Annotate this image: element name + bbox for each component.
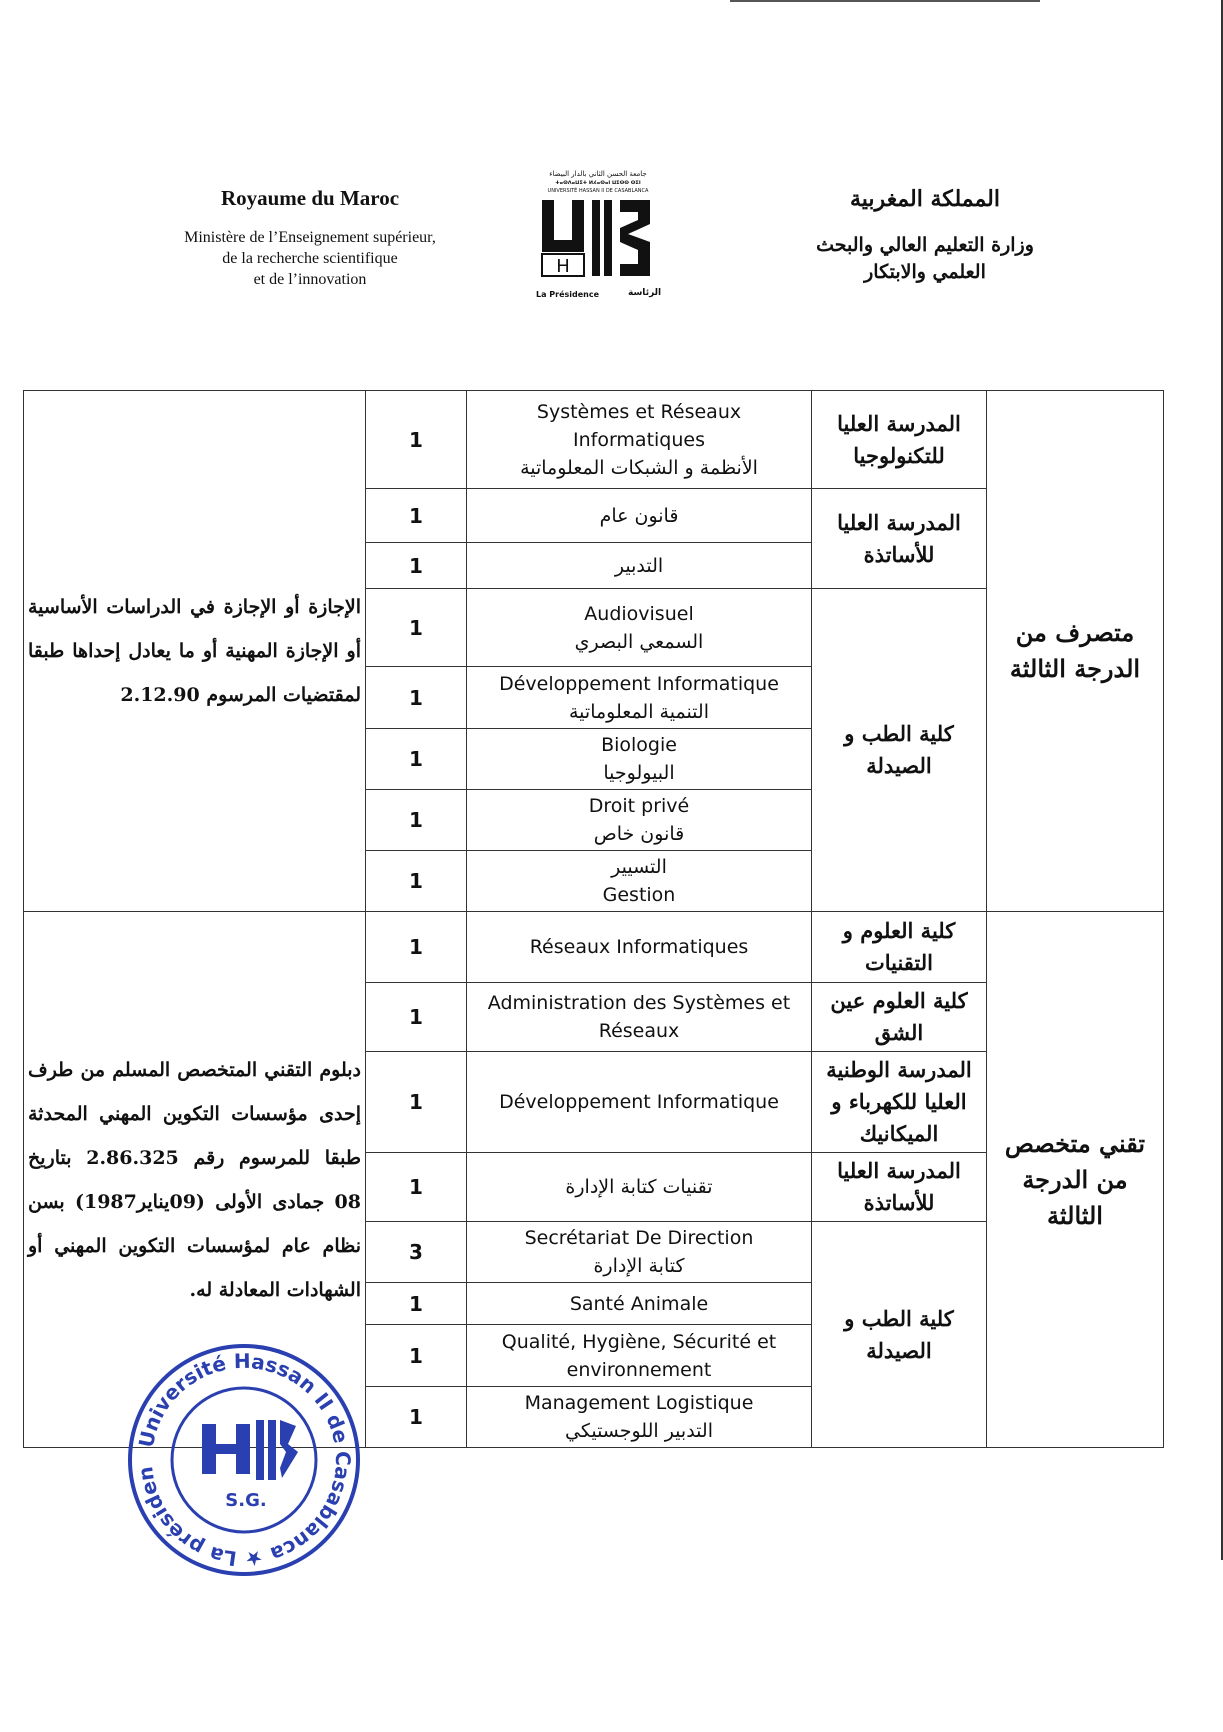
- logo-presidence-fr: La Présidence: [536, 290, 600, 299]
- institution-cell: المدرسة العليا للأساتذة: [812, 1153, 987, 1222]
- count-cell: 1: [366, 391, 467, 489]
- svg-text:H: H: [556, 256, 570, 277]
- top-rule: [730, 0, 1040, 2]
- specialty-ar: التدبير اللوجستيكي: [565, 1420, 713, 1442]
- count-cell: 1: [366, 983, 467, 1052]
- positions-table: [23, 390, 1164, 1448]
- count-cell: 1: [366, 1325, 467, 1387]
- specialty-cell: [467, 1283, 812, 1325]
- count-cell: 1: [366, 589, 467, 667]
- institution-cell: المدرسة العليا للأساتذة: [812, 489, 987, 589]
- specialty-cell: [467, 851, 812, 912]
- specialty-cell: [467, 391, 812, 489]
- count-cell: 1: [366, 851, 467, 912]
- specialty-fr: Santé Animale: [569, 1292, 709, 1315]
- count-cell: 1: [366, 543, 467, 589]
- specialty-ar: التنمية المعلوماتية: [569, 700, 709, 723]
- university-logo: [528, 170, 668, 306]
- fr-ministry-line-1: Ministère de l’Enseignement supérieur,: [184, 229, 436, 246]
- logo-tifinagh-name: ⵜⴰⵙⴷⴰⵡⵉⵜ ⵍⵃⴰⵙⴰⵏ ⵡⵉⵙⵙ ⵙⵉⵏ: [555, 180, 641, 186]
- specialty-fr: Systèmes et Réseaux Informatiques: [536, 400, 742, 451]
- condition-cell: الإجازة أو الإجازة في الدراسات الأساسية أو الإجازة المهنية أو ما يعادل إحداها طبقا لمقتضيات المرسوم 2.12.90: [24, 391, 366, 912]
- specialty-cell: [467, 1387, 812, 1448]
- specialty-cell: [467, 489, 812, 543]
- institution-cell: المدرسة الوطنية العليا للكهرباء و الميكانيك: [812, 1052, 987, 1153]
- count-cell: 1: [366, 1387, 467, 1448]
- fr-ministry-line-3: et de l’innovation: [253, 271, 367, 288]
- table-row: [24, 391, 1164, 489]
- ar-kingdom: المملكة المغربية: [850, 186, 1000, 212]
- specialty-cell: [467, 1325, 812, 1387]
- specialty-cell: [467, 1153, 812, 1222]
- specialty-fr: Développement Informatique: [499, 1091, 779, 1113]
- header-arabic: [780, 186, 1070, 286]
- specialty-ar: تقنيات كتابة الإدارة: [565, 1176, 713, 1198]
- header-french: [150, 186, 470, 290]
- count-cell: 1: [366, 489, 467, 543]
- fr-kingdom: Royaume du Maroc: [220, 186, 400, 210]
- count-cell: 3: [366, 1222, 467, 1283]
- count-cell: 1: [366, 1052, 467, 1153]
- count-cell: 1: [366, 729, 467, 790]
- grade-cell: تقني متخصص من الدرجة الثالثة: [987, 912, 1164, 1448]
- specialty-ar: قانون عام: [599, 504, 679, 527]
- specialty-ar: الأنظمة و الشبكات المعلوماتية: [520, 456, 758, 479]
- grade-cell: متصرف من الدرجة الثالثة: [987, 391, 1164, 912]
- logo-arabic-name: جامعة الحسن الثاني بالدار البيضاء: [549, 170, 647, 178]
- specialty-fr: Audiovisuel: [584, 602, 694, 625]
- specialty-ar: التدبير: [614, 554, 664, 577]
- specialty-fr: Gestion: [602, 884, 676, 906]
- specialty-cell: [467, 912, 812, 983]
- logo-presidence-ar: الرئاسة: [628, 288, 662, 298]
- ar-ministry-line-2: العلمي والابتكار: [864, 261, 986, 283]
- count-cell: 1: [366, 1283, 467, 1325]
- uh2c-emblem-icon: [538, 194, 658, 286]
- stamp-center-text: S.G.: [225, 1490, 267, 1511]
- specialty-fr: Développement Informatique: [499, 672, 779, 695]
- count-cell: 1: [366, 790, 467, 851]
- specialty-ar: السمعي البصري: [574, 630, 704, 653]
- institution-cell: كلية العلوم عين الشق: [812, 983, 987, 1052]
- specialty-fr: Secrétariat De Direction: [524, 1227, 754, 1249]
- ar-ministry-line-1: وزارة التعليم العالي والبحث: [816, 234, 1034, 256]
- condition-cell: دبلوم التقني المتخصص المسلم من طرف إحدى مؤسسات التكوين المهني المحدثة طبقا للمرسوم رقم 2.86.325 بتاريخ 08 جمادى الأولى (09يناير1987) بسن نظام عام لمؤسسات التكوين المهني أو الشهادات المعادلة له.: [24, 912, 366, 1448]
- specialty-ar: كتابة الإدارة: [593, 1255, 685, 1277]
- stamp-seal-icon: [124, 1340, 364, 1580]
- specialty-fr: Management Logistique: [524, 1392, 754, 1414]
- specialty-cell: [467, 983, 812, 1052]
- specialty-cell: [467, 790, 812, 851]
- specialty-cell: [467, 667, 812, 729]
- specialty-cell: [467, 589, 812, 667]
- specialty-fr: Administration des Systèmes et Réseaux: [487, 992, 791, 1042]
- specialty-cell: [467, 729, 812, 790]
- count-cell: 1: [366, 667, 467, 729]
- specialty-ar: التسيير: [611, 856, 667, 878]
- institution-cell: كلية الطب و الصيدلة: [812, 1222, 987, 1448]
- specialty-fr: Biologie: [601, 734, 677, 756]
- specialty-ar: قانون خاص: [593, 823, 685, 845]
- table-row: [24, 912, 1164, 983]
- count-cell: 1: [366, 912, 467, 983]
- logo-french-name: UNIVERSITÉ HASSAN II DE CASABLANCA: [547, 188, 649, 194]
- institution-cell: المدرسة العليا للتكنولوجيا: [812, 391, 987, 489]
- specialty-fr: Droit privé: [588, 795, 690, 817]
- specialty-ar: البيولوجيا: [603, 762, 675, 784]
- count-cell: 1: [366, 1153, 467, 1222]
- specialty-fr: Qualité, Hygiène, Sécurité et environnement: [501, 1330, 777, 1381]
- specialty-cell: [467, 1222, 812, 1283]
- official-stamp: [124, 1340, 364, 1580]
- specialty-cell: [467, 543, 812, 589]
- institution-cell: كلية الطب و الصيدلة: [812, 589, 987, 912]
- fr-ministry-line-2: de la recherche scientifique: [222, 250, 398, 267]
- institution-cell: كلية العلوم و التقنيات: [812, 912, 987, 983]
- specialty-fr: Réseaux Informatiques: [529, 936, 749, 958]
- stamp-ring-text: Université Hassan II de Casablanca ★ La présiden: [133, 1348, 356, 1572]
- specialty-cell: [467, 1052, 812, 1153]
